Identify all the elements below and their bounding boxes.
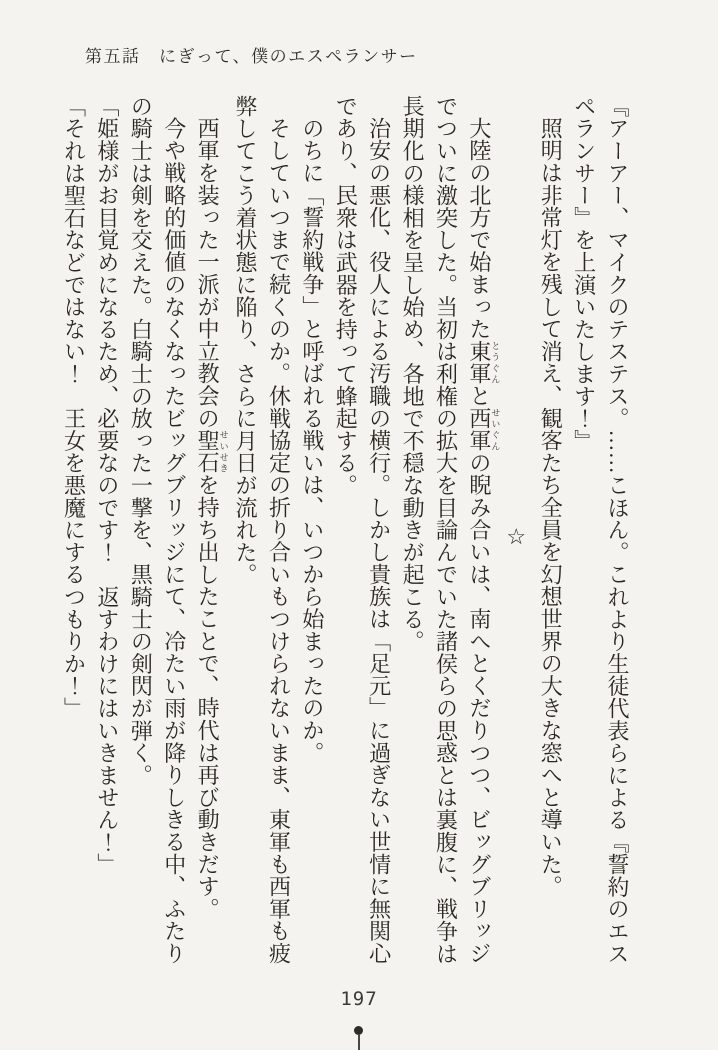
body-paragraph: 今や戦略的価値のなくなったビッグブリッジにて、冷たい雨が降りしきる中、ふたりの騎士は剣を交えた。白騎士の放った一撃を、黒騎士の剣閃が弾く。 — [128, 95, 187, 965]
chapter-title: 第五話 にぎって、僕のエスペランサー — [85, 47, 418, 66]
body-text — [57, 95, 634, 981]
body-paragraph: 西軍を装った一派が中立教会の聖石せいせきを持ち出したことで、時代は再び動きだす。 — [195, 117, 229, 920]
body-paragraph: 照明は非常灯を残して消え、観客たち全員を幻想世界の大きな窓へと導いた。 — [538, 117, 564, 898]
body-paragraph: 「姫様がお目覚めになるため、必要なのです！ 返すわけにはいきません！」 — [94, 95, 120, 876]
body-paragraph: 治安の悪化、役人による汚職の横行。しかし貴族は「足元」に過ぎない世情に無関心であり、民衆は武器を持って蜂起する。 — [333, 95, 392, 965]
binding-mark-icon — [354, 1026, 364, 1050]
body-paragraph: 『アーアー、マイクのテステス。……こほん。これより生徒代表らによる『誓約のエスペランサー』を上演いたします！』 — [571, 95, 630, 965]
binding-stem — [358, 1034, 360, 1050]
body-paragraph: そしていつまで続くのか。休戦協定の折り合いもつけられないまま、東軍も西軍も疲弊してこう着状態に陥り、さらに月日が流れた。 — [233, 95, 292, 965]
body-paragraph: のちに「誓約戦争」と呼ばれる戦いは、いつから始まったのか。 — [299, 117, 325, 764]
body-paragraph: 「それは聖石などではない！ 王女を悪魔にするつもりか！」 — [61, 95, 87, 720]
page-number: 197 — [340, 988, 378, 1010]
body-paragraph: 大陸の北方で始まった東軍とうぐんと西軍せいぐんの睨み合いは、南へとくだりつつ、ビッグブリッジでついに激突した。当初は利権の拡大を目論んでいた諸侯らの思惑とは裏腹に、戦争は長期化の様相を呈し始め、各地で不穏な動きが起こる。 — [400, 95, 501, 965]
star-divider: ☆ — [504, 525, 530, 551]
